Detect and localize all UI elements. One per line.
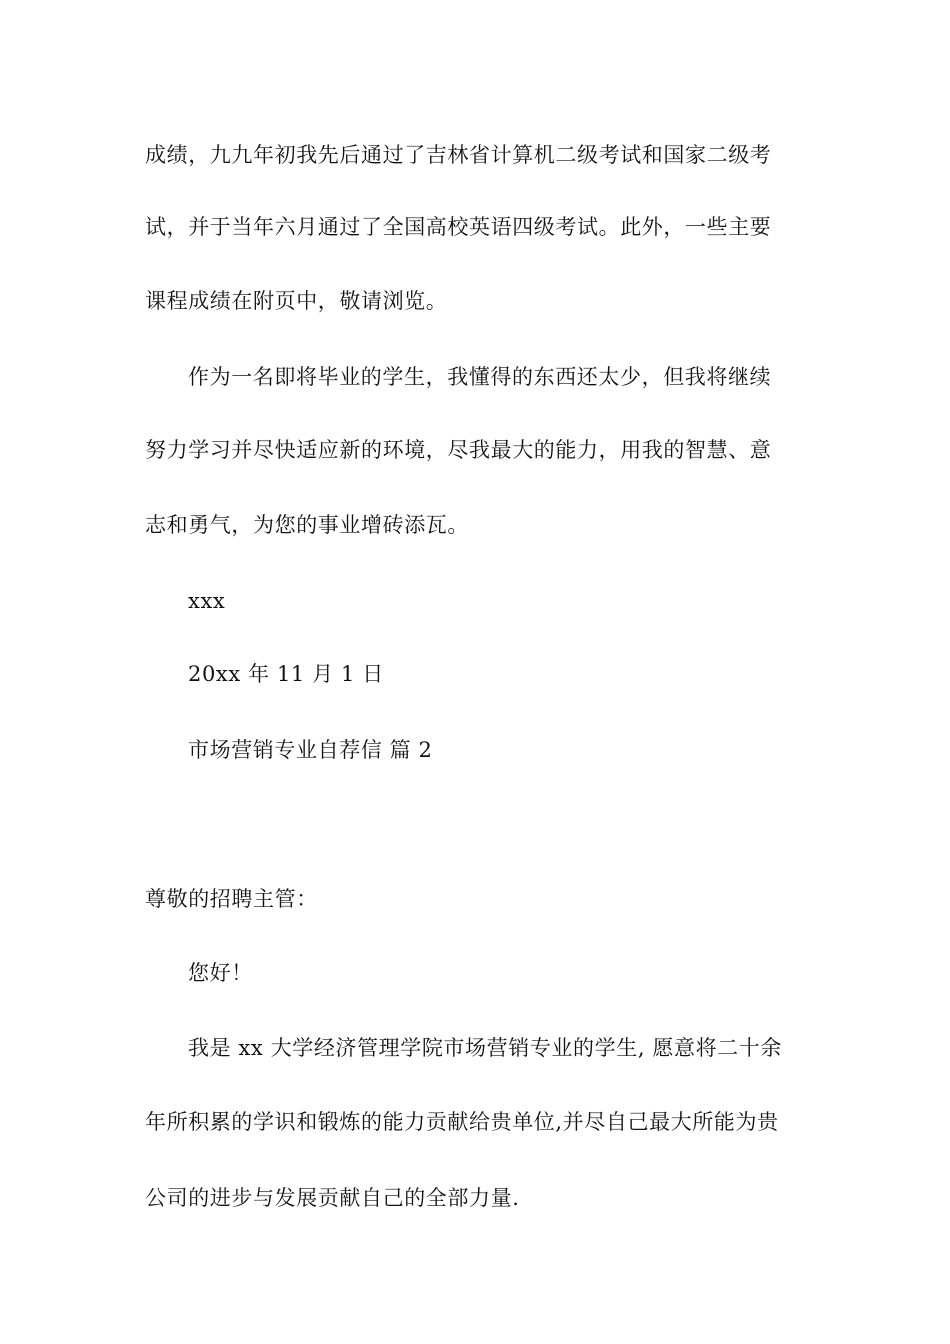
paragraph-line: 作为一名即将毕业的学生，我懂得的东西还太少，但我将继续 [188, 365, 772, 389]
paragraph-line: 志和勇气，为您的事业增砖添瓦。 [145, 513, 469, 537]
greeting: 您好！ [188, 961, 253, 985]
date: 20xx 年 11 月 1 日 [188, 662, 384, 686]
paragraph-line: 课程成绩在附页中，敬请浏览。 [145, 289, 448, 313]
section-heading: 市场营销专业自荐信 篇 2 [188, 738, 433, 762]
paragraph-line: 成绩，九九年初我先后通过了吉林省计算机二级考试和国家二级考 [145, 143, 772, 167]
paragraph-line: 我是 xx 大学经济管理学院市场营销专业的学生, 愿意将二十余 [188, 1036, 782, 1060]
paragraph-line: 年所积累的学识和锻炼的能力贡献给贵单位,并尽自己最大所能为贵 [145, 1110, 779, 1134]
paragraph-line: 努力学习并尽快适应新的环境，尽我最大的能力，用我的智慧、意 [145, 438, 772, 462]
signature: xxx [188, 589, 226, 613]
paragraph-line: 公司的进步与发展贡献自己的全部力量. [145, 1186, 520, 1210]
salutation: 尊敬的招聘主管： [145, 887, 318, 911]
paragraph-line: 试，并于当年六月通过了全国高校英语四级考试。此外，一些主要 [145, 215, 772, 239]
